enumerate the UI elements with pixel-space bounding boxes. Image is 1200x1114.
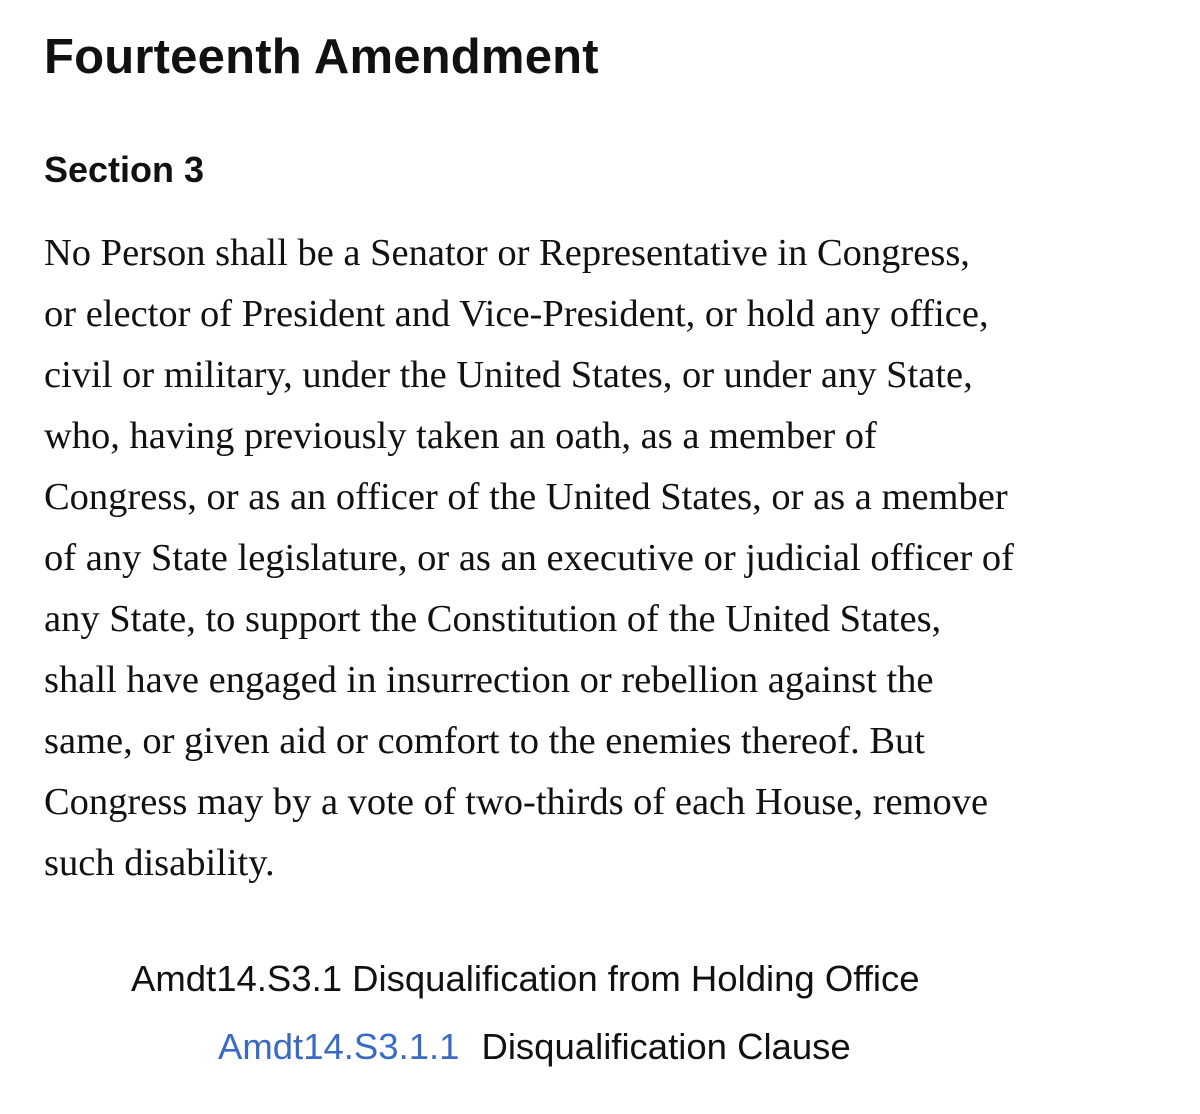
body-line: civil or military, under the United States, or under any State, (44, 354, 973, 396)
section-heading: Section 3 (44, 149, 205, 190)
body-line: Congress, or as an officer of the United States, or as a member (44, 476, 1008, 518)
toc-link-amdt14-s3-1-1[interactable]: Amdt14.S3.1.1 (218, 1026, 460, 1067)
toc-item-label: Disqualification Clause (481, 1026, 851, 1067)
body-line: shall have engaged in insurrection or rebellion against the (44, 659, 934, 701)
page-title: Fourteenth Amendment (44, 30, 599, 84)
body-line: who, having previously taken an oath, as a member of (44, 415, 877, 457)
body-line: any State, to support the Constitution of the United States, (44, 598, 942, 640)
section-body-text (44, 223, 1184, 894)
toc-item-label: Amdt14.S3.1 Disqualification from Holding Office (131, 958, 920, 999)
body-line: of any State legislature, or as an executive or judicial officer of (44, 537, 1014, 579)
toc-item-disqualification-from-holding-office (131, 954, 920, 1004)
body-line: such disability. (44, 842, 275, 884)
body-line: No Person shall be a Senator or Representative in Congress, (44, 232, 970, 274)
toc-item-disqualification-clause (218, 1022, 851, 1072)
body-line: same, or given aid or comfort to the enemies thereof. But (44, 720, 925, 762)
body-line: or elector of President and Vice-President, or hold any office, (44, 293, 989, 335)
body-line: Congress may by a vote of two-thirds of each House, remove (44, 781, 989, 823)
